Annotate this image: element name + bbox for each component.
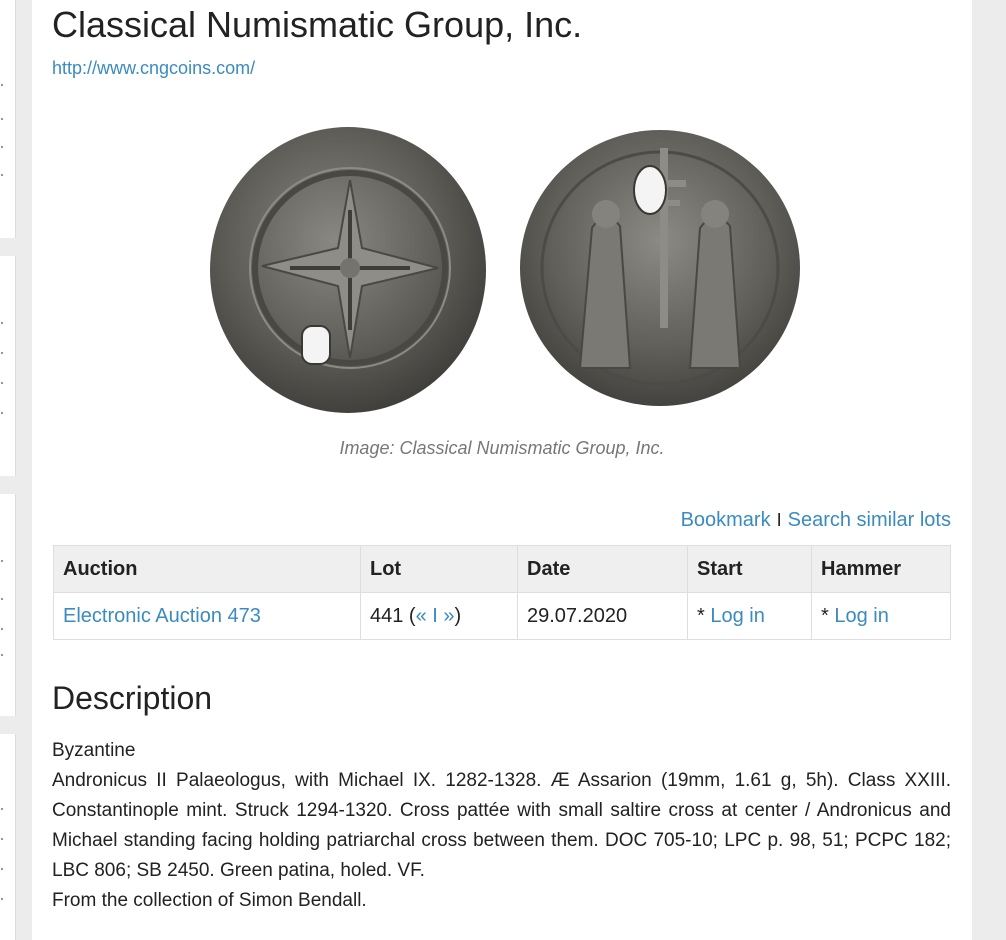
column-header-date: Date bbox=[518, 546, 688, 593]
lot-actions bbox=[681, 509, 951, 532]
coin-obverse bbox=[210, 127, 486, 413]
start-asterisk: * bbox=[697, 604, 711, 627]
sidebar-card bbox=[0, 734, 16, 940]
description-provenance: From the collection of Simon Bendall. bbox=[52, 890, 367, 911]
sidebar-card bbox=[0, 256, 16, 476]
dealer-website-link[interactable]: http://www.cngcoins.com/ bbox=[52, 58, 256, 78]
lot-number: 441 ( bbox=[370, 604, 416, 627]
lot-cell bbox=[361, 593, 518, 640]
column-header-hammer: Hammer bbox=[812, 546, 951, 593]
auction-cell bbox=[54, 593, 361, 640]
hammer-cell bbox=[812, 593, 951, 640]
coin-reverse bbox=[520, 130, 800, 406]
previous-lot-link[interactable]: « bbox=[415, 604, 427, 627]
table-header-row bbox=[54, 546, 951, 593]
hammer-login-link[interactable]: Log in bbox=[834, 604, 889, 627]
table-row bbox=[54, 593, 951, 640]
sidebar-card bbox=[0, 494, 16, 716]
sidebar-card bbox=[0, 0, 16, 238]
right-gutter bbox=[972, 0, 1006, 940]
date-cell: 29.07.2020 bbox=[518, 593, 688, 640]
lot-detail-panel bbox=[32, 0, 972, 940]
column-header-auction: Auction bbox=[54, 546, 361, 593]
description-text: Andronicus II Palaeologus, with Michael IX. 1282-1328. Æ Assarion (19mm, 1.61 g, 5h). Class XXIII. Constantinople mint. Struck 1294-1320. Cross pattée with small saltire cross at center / Andronicus and Michael standing facing holding patriarchal cross between them. DOC 705-10; LPC p. 98, 51; PCPC 182; LBC 806; SB 2450. Green patina, holed. VF. bbox=[52, 770, 951, 881]
description-heading: Description bbox=[52, 680, 213, 716]
search-similar-lots-link[interactable]: Search similar lots bbox=[787, 509, 951, 531]
lot-table bbox=[53, 545, 951, 640]
description-category: Byzantine bbox=[52, 740, 136, 761]
column-header-lot: Lot bbox=[361, 546, 518, 593]
bookmark-link[interactable]: Bookmark bbox=[680, 509, 771, 531]
next-lot-link[interactable]: » bbox=[443, 604, 455, 627]
coin-image[interactable] bbox=[210, 118, 810, 423]
action-separator: I bbox=[776, 510, 782, 530]
column-header-start: Start bbox=[688, 546, 812, 593]
lot-close-paren: ) bbox=[454, 604, 462, 627]
description-body bbox=[52, 736, 951, 916]
hammer-asterisk: * bbox=[821, 604, 835, 627]
image-caption: Image: Classical Numismatic Group, Inc. bbox=[339, 438, 665, 458]
lot-nav-separator: I bbox=[426, 604, 444, 627]
auction-link[interactable]: Electronic Auction 473 bbox=[63, 604, 261, 627]
start-cell bbox=[688, 593, 812, 640]
page-title: Classical Numismatic Group, Inc. bbox=[52, 4, 583, 45]
start-login-link[interactable]: Log in bbox=[710, 604, 765, 627]
